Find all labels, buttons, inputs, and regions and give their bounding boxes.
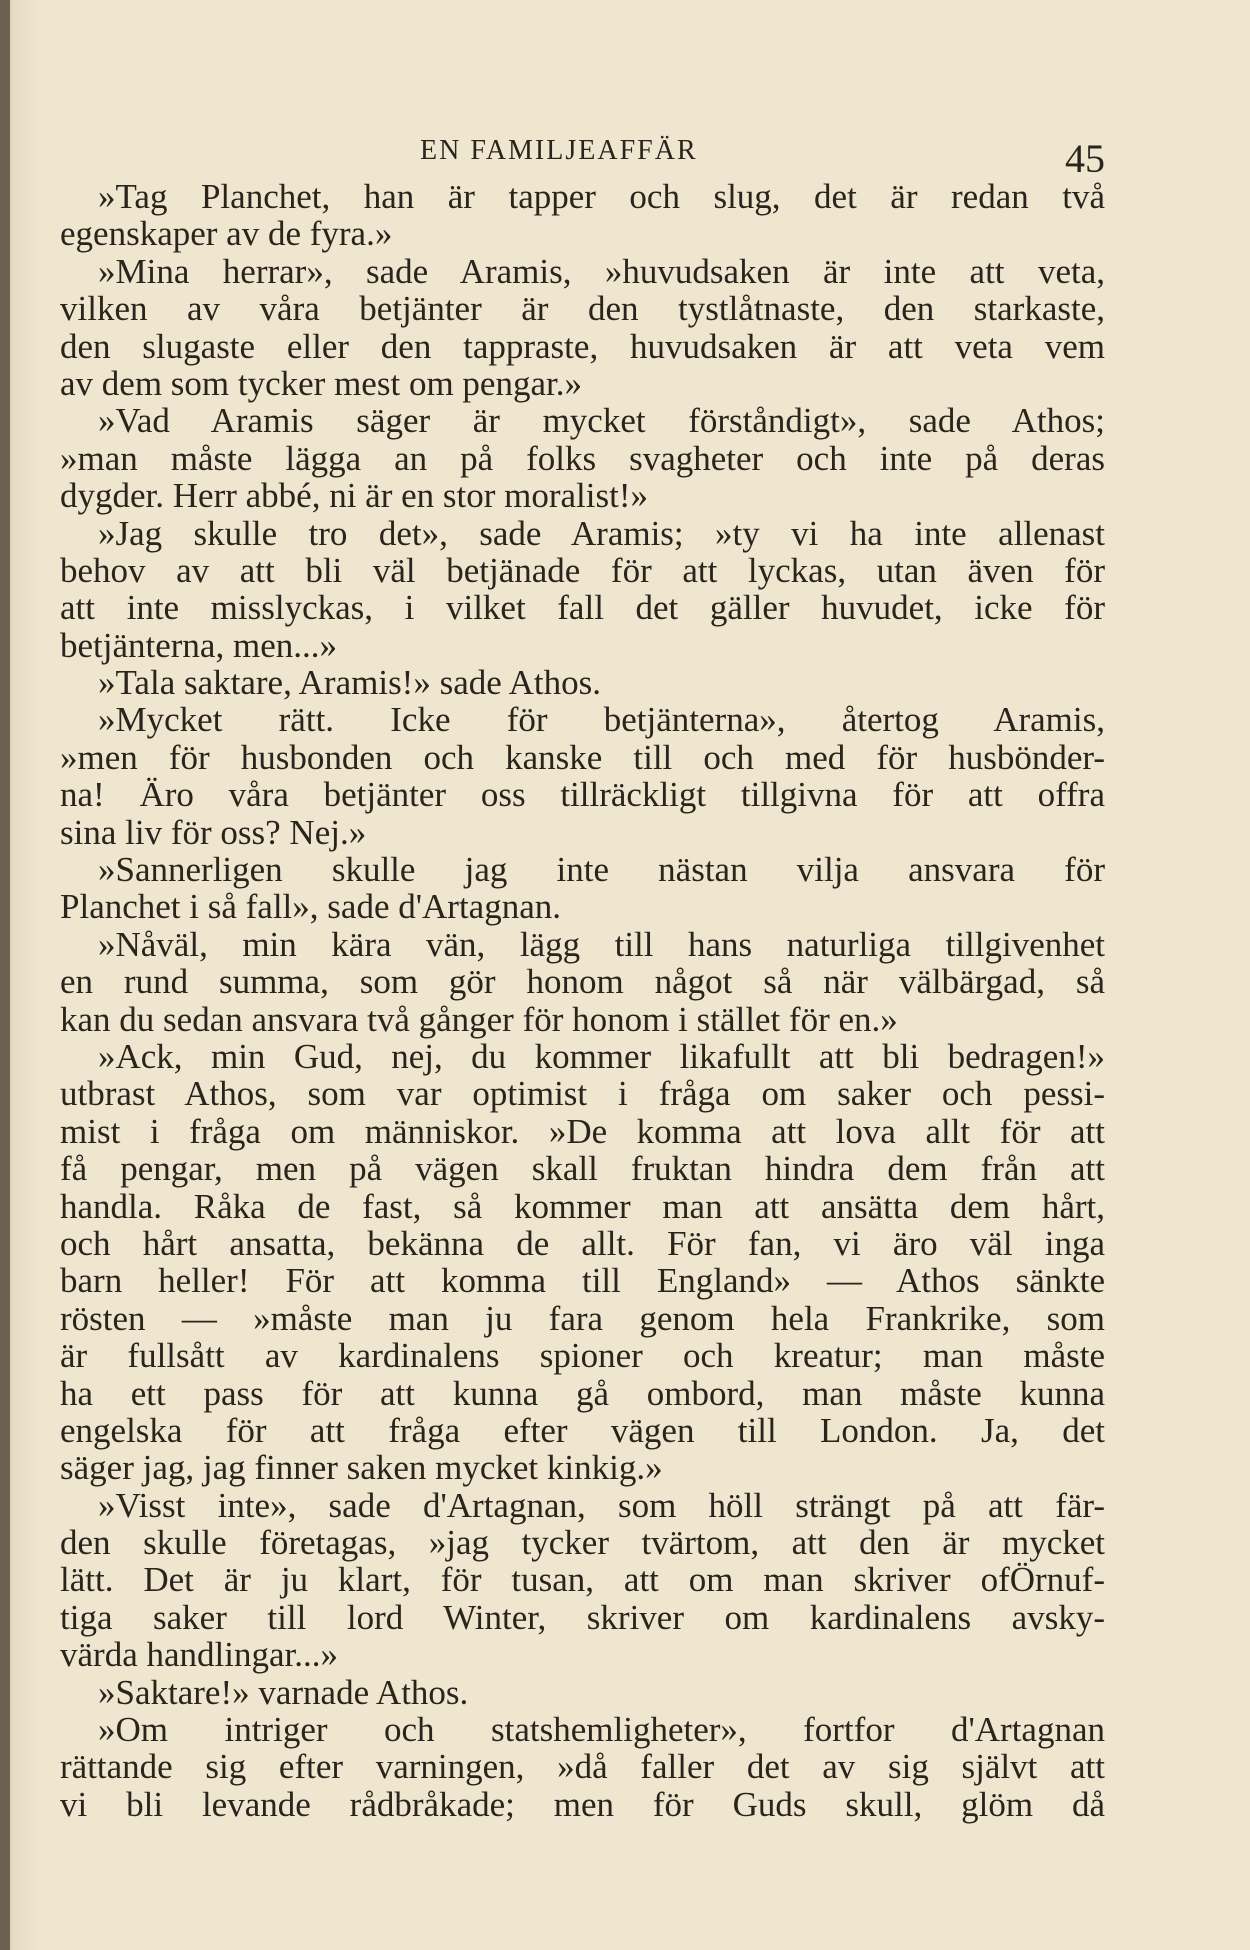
text-line: Planchet i så fall», sade d'Artagnan. (60, 887, 562, 927)
text-line: na! Äro våra betjänter oss tillräckligt tillgivna för att offra (60, 775, 1105, 815)
text-line: en rund summa, som gör honom något så när välbärgad, så (60, 962, 1105, 1002)
text-line: kan du sedan ansvara två gånger för honom i stället för en.» (60, 999, 898, 1039)
page-number: 45 (1065, 136, 1105, 181)
text-line: rösten — »måste man ju fara genom hela Frankrike, som (60, 1298, 1105, 1338)
text-line: få pengar, men på vägen skall fruktan hindra dem från att (60, 1149, 1105, 1189)
text-line: »Nåväl, min kära vän, lägg till hans naturliga tillgivenhet (98, 924, 1105, 964)
body-text (60, 178, 1105, 1823)
text-line: »Jag skulle tro det», sade Aramis; »ty vi ha inte allenast (98, 513, 1105, 553)
text-line: att inte misslyckas, i vilket fall det gäller huvudet, icke för (60, 588, 1105, 628)
text-line: »Tala saktare, Aramis!» sade Athos. (98, 663, 601, 703)
text-line: lätt. Det är ju klart, för tusan, att om man skriver ofÖrnuf- (60, 1560, 1105, 1600)
text-line: »Mycket rätt. Icke för betjänterna», återtog Aramis, (98, 700, 1105, 740)
text-line: »Saktare!» varnade Athos. (98, 1672, 469, 1712)
text-line: vi bli levande rådbråkade; men för Guds skull, glöm då (60, 1784, 1105, 1824)
text-line: värda handlingar...» (60, 1635, 338, 1675)
text-line: säger jag, jag finner saken mycket kinkig.» (60, 1448, 663, 1488)
text-line: »Vad Aramis säger är mycket förståndigt», sade Athos; (98, 401, 1105, 441)
text-line: »men för husbonden och kanske till och med för husbönder- (60, 737, 1105, 777)
text-line: den slugaste eller den tappraste, huvudsaken är att veta vem (60, 326, 1105, 366)
text-line: »Ack, min Gud, nej, du kommer likafullt att bli bedragen!» (98, 1036, 1105, 1076)
text-line: utbrast Athos, som var optimist i fråga om saker och pessi- (60, 1074, 1105, 1114)
text-line: barn heller! För att komma till England» — Athos sänkte (60, 1261, 1105, 1301)
text-line: behov av att bli väl betjänade för att lyckas, utan även för (60, 550, 1105, 590)
text-line: engelska för att fråga efter vägen till London. Ja, det (60, 1410, 1105, 1450)
text-line: »man måste lägga an på folks svagheter och inte på deras (60, 438, 1105, 478)
book-spine-shadow (0, 0, 10, 1950)
text-line: dygder. Herr abbé, ni är en stor moralist!» (60, 476, 649, 516)
text-line: handla. Råka de fast, så kommer man att ansätta dem hårt, (60, 1186, 1105, 1226)
text-line: »Tag Planchet, han är tapper och slug, det är redan två (98, 177, 1105, 216)
text-line: rättande sig efter varningen, »då faller det av sig självt att (60, 1747, 1105, 1787)
text-line: av dem som tycker mest om pengar.» (60, 363, 582, 403)
text-line: sina liv för oss? Nej.» (60, 812, 367, 852)
text-line: »Mina herrar», sade Aramis, »huvudsaken är inte att veta, (98, 251, 1105, 291)
text-line: egenskaper av de fyra.» (60, 214, 393, 254)
text-line: vilken av våra betjänter är den tystlåtnaste, den starkaste, (60, 289, 1105, 329)
text-line: betjänterna, men...» (60, 625, 337, 665)
running-header: EN FAMILJEAFFÄR (420, 135, 698, 166)
text-line: »Visst inte», sade d'Artagnan, som höll strängt på att fär- (98, 1485, 1105, 1525)
text-line: den skulle företagas, »jag tycker tvärtom, att den är mycket (60, 1523, 1105, 1563)
text-line: mist i fråga om människor. »De komma att lova allt för att (60, 1111, 1105, 1151)
text-line: ha ett pass för att kunna gå ombord, man måste kunna (60, 1373, 1105, 1413)
text-line: och hårt ansatta, bekänna de allt. För fan, vi äro väl inga (60, 1223, 1105, 1263)
text-line: »Sannerligen skulle jag inte nästan vilja ansvara för (98, 850, 1105, 890)
text-line: tiga saker till lord Winter, skriver om kardinalens avsky- (60, 1597, 1105, 1637)
text-line: är fullsått av kardinalens spioner och kreatur; man måste (60, 1336, 1105, 1376)
text-line: »Om intriger och statshemligheter», fortfor d'Artagnan (98, 1710, 1105, 1750)
